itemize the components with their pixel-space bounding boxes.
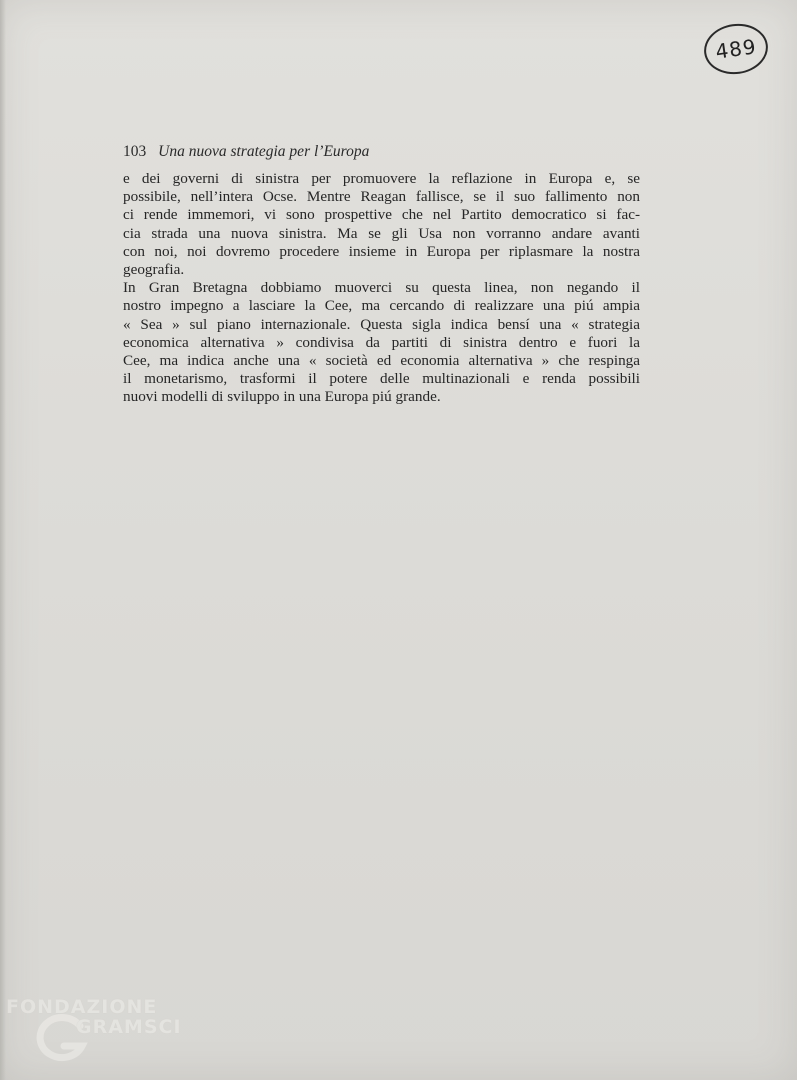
- body-text: [123, 170, 640, 407]
- page-edge-shadow: [0, 0, 6, 1080]
- text-line: « Sea » sul piano internazionale. Questa sigla indica bensí una « strategia: [123, 315, 640, 333]
- paragraph-2: [123, 279, 640, 406]
- text-line: possibile, nell’intera Ocse. Mentre Reagan fallisce, se il suo fallimento non: [123, 188, 640, 206]
- text-line: ci rende immemori, vi sono prospettive che nel Partito democratico si fac-: [123, 206, 640, 224]
- paragraph-1: [123, 170, 640, 279]
- text-line: Cee, ma indica anche una « società ed economia alternativa » che respinga: [123, 352, 640, 370]
- page-number: 103: [123, 143, 147, 160]
- running-title: Una nuova strategia per l’Europa: [158, 143, 370, 160]
- text-line: cia strada una nuova sinistra. Ma se gli Usa non vorranno andare avanti: [123, 224, 640, 242]
- watermark-line-2: GRAMSCI: [76, 1016, 182, 1038]
- text-line: geografia.: [123, 261, 185, 279]
- text-line: il monetarismo, trasformi il potere delle multinazionali e renda possibili: [123, 370, 640, 388]
- text-line: In Gran Bretagna dobbiamo muoverci su questa linea, non negando il: [123, 279, 640, 297]
- handwritten-archive-number: [701, 20, 771, 78]
- text-line: nostro impegno a lasciare la Cee, ma cercando di realizzare una piú ampia: [123, 297, 640, 315]
- watermark-line-1: FONDAZIONE: [6, 996, 158, 1018]
- fondazione-gramsci-watermark: [6, 992, 206, 1072]
- archive-number-text: 489: [713, 34, 759, 64]
- text-line: e dei governi di sinistra per promuovere la reflazione in Europa e, se: [123, 170, 640, 187]
- text-line: con noi, noi dovremo procedere insieme in Europa per riplasmare la nostra: [123, 242, 640, 260]
- running-head: [123, 143, 369, 161]
- text-line: economica alternativa » condivisa da partiti di sinistra dentro e fuori la: [123, 333, 640, 351]
- text-line: nuovi modelli di sviluppo in una Europa piú grande.: [123, 388, 441, 406]
